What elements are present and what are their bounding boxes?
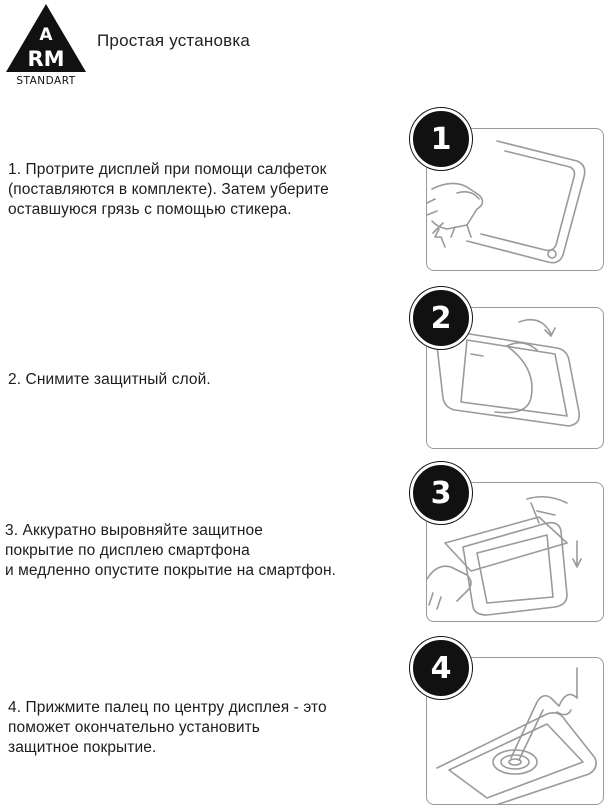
step-4-panel xyxy=(410,637,606,805)
step-4-line: 4. Прижмите палец по центру дисплея - это xyxy=(8,699,327,716)
logo-letter-a: A xyxy=(39,25,53,45)
step-2-line: 2. Снимите защитный слой. xyxy=(8,371,211,388)
step-1-panel xyxy=(410,108,606,271)
step-3-text xyxy=(5,521,336,581)
logo-letters-rm: RM xyxy=(27,47,65,71)
step-3-panel xyxy=(410,462,606,622)
step-4-badge: 4 xyxy=(410,637,472,699)
step-3-badge: 3 xyxy=(410,462,472,524)
step-2-text xyxy=(8,370,211,390)
step-1-line: (поставляются в комплекте). Затем уберите xyxy=(8,181,329,198)
step-1-line: 1. Протрите дисплей при помощи салфеток xyxy=(8,161,327,178)
step-3-line: и медленно опустите покрытие на смартфон. xyxy=(5,562,337,579)
step-1-text xyxy=(8,160,329,220)
step-4-line: поможет окончательно установить xyxy=(8,719,260,736)
step-4-line: защитное покрытие. xyxy=(8,739,157,756)
step-2-badge: 2 xyxy=(410,287,472,349)
logo-standart: STANDART xyxy=(16,75,76,86)
step-3-line: 3. Аккуратно выровняйте защитное xyxy=(5,522,263,539)
brand-logo xyxy=(6,2,90,86)
step-3-line: покрытие по дисплею смартфона xyxy=(5,542,250,559)
page-title: Простая установка xyxy=(97,31,251,50)
step-1-line: оставшуюся грязь с помощью стикера. xyxy=(8,201,292,218)
step-4-text xyxy=(8,698,327,758)
step-2-panel xyxy=(410,287,606,449)
logo-triangle-icon xyxy=(6,2,90,86)
step-1-badge: 1 xyxy=(410,108,472,170)
